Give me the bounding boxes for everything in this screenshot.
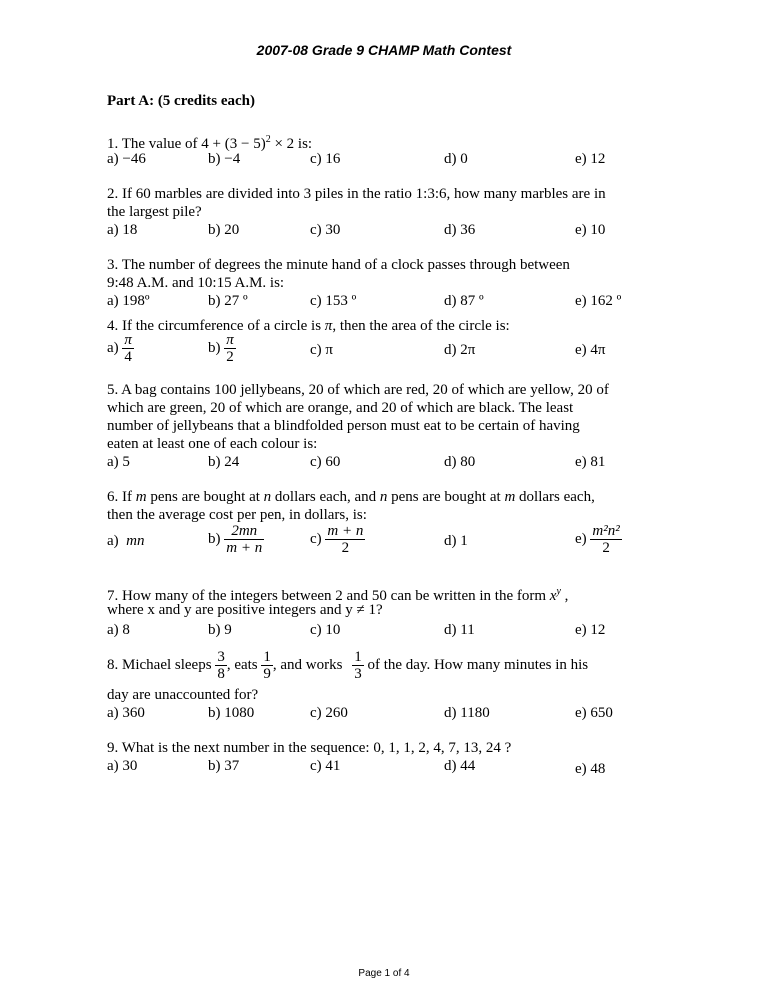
- q6-text-5: dollars each,: [515, 489, 595, 505]
- q4-option-e: e) 4π: [575, 342, 606, 358]
- q6-b-label: b): [208, 530, 221, 547]
- q9-option-d: d) 44: [444, 758, 476, 774]
- q6-text-1: 6. If: [107, 489, 136, 505]
- q3-option-b: b) 27 º: [208, 293, 248, 309]
- q8-fraction-work: [352, 649, 364, 682]
- question-2-line1: 2. If 60 marbles are divided into 3 piles in the ratio 1:3:6, how many marbles are in: [107, 186, 606, 202]
- q6-b-numerator: 2mn: [224, 523, 264, 540]
- q4-b-denominator: 2: [226, 349, 234, 365]
- q7-option-e: e) 12: [575, 622, 606, 638]
- q7-option-d: d) 11: [444, 622, 475, 638]
- q4-option-b: [208, 332, 236, 365]
- q8-option-e: e) 650: [575, 705, 613, 721]
- q3-option-a: a) 198º: [107, 293, 150, 309]
- question-2-line2: the largest pile?: [107, 204, 202, 220]
- q2-option-d: d) 36: [444, 222, 476, 238]
- q6-var-m2: m: [504, 489, 516, 505]
- q6-c-label: c): [310, 530, 322, 547]
- q8-option-d: d) 1180: [444, 705, 490, 721]
- q7-option-a: a) 8: [107, 622, 130, 638]
- q6-c-fraction: [325, 523, 365, 556]
- question-4-stem: [107, 317, 510, 335]
- q2-option-e: e) 10: [575, 222, 606, 238]
- q8-f3-num: 1: [354, 649, 362, 665]
- q8-f1-den: 8: [217, 666, 225, 682]
- part-a-heading: Part A: (5 credits each): [107, 93, 256, 109]
- q7-option-c: c) 10: [310, 622, 341, 638]
- q4-a-label: a): [107, 339, 119, 356]
- q1-option-a: a) −46: [107, 151, 146, 167]
- q4-pi: π: [324, 318, 333, 334]
- q6-var-m: m: [135, 489, 147, 505]
- question-3-line2: 9:48 A.M. and 10:15 A.M. is:: [107, 275, 285, 291]
- q6-text-4: pens are bought at: [387, 489, 505, 505]
- page-header: 2007-08 Grade 9 CHAMP Math Contest: [256, 42, 512, 58]
- q9-option-b: b) 37: [208, 758, 240, 774]
- q1-suffix: is:: [297, 136, 313, 152]
- question-5-line3: number of jellybeans that a blindfolded person must eat to be certain of having: [107, 418, 580, 434]
- q6-e-denominator: 2: [602, 540, 610, 556]
- q6-e-numerator: m²n²: [592, 523, 620, 539]
- q6-b-denominator: m + n: [226, 540, 263, 556]
- q8-option-b: b) 1080: [208, 705, 255, 721]
- question-3-line1: 3. The number of degrees the minute hand of a clock passes through between: [107, 257, 570, 273]
- q4-option-c: c) π: [310, 342, 333, 358]
- q8-f2-den: 9: [263, 666, 271, 682]
- q4-prefix: 4. If the circumference of a circle is: [107, 318, 322, 334]
- q8-text-1: 8. Michael sleeps: [107, 656, 212, 673]
- q8-f3-den: 3: [354, 666, 362, 682]
- question-5-line4: eaten at least one of each colour is:: [107, 436, 318, 452]
- q4-b-numerator: π: [226, 332, 234, 348]
- q6-option-b: [208, 523, 264, 556]
- q4-a-denominator: 4: [124, 349, 132, 365]
- question-6-line1: [107, 488, 595, 506]
- q8-fraction-eat: [261, 649, 273, 682]
- question-8-line2: day are unaccounted for?: [107, 687, 259, 703]
- q7-option-b: b) 9: [208, 622, 232, 638]
- q5-option-c: c) 60: [310, 454, 341, 470]
- q4-suffix: , then the area of the circle is:: [332, 318, 510, 334]
- q8-text-3: , and works: [272, 656, 343, 673]
- q4-a-numerator: π: [124, 332, 132, 348]
- q5-option-d: d) 80: [444, 454, 476, 470]
- question-6-line2: then the average cost per pen, in dollars, is:: [107, 507, 367, 523]
- q1-exponent: 2: [265, 134, 271, 145]
- q8-option-c: c) 260: [310, 705, 348, 721]
- q7-base: x: [549, 588, 557, 604]
- q1-option-b: b) −4: [208, 151, 241, 167]
- q1-expression: 4 + (3 − 5): [201, 136, 266, 152]
- q1-prefix: 1. The value of: [107, 136, 198, 152]
- question-5-line1: 5. A bag contains 100 jellybeans, 20 of which are red, 20 of which are yellow, 20 of: [107, 382, 609, 398]
- q6-e-fraction: [590, 523, 621, 556]
- q3-option-d: d) 87 º: [444, 293, 484, 309]
- q7-text-1: 7. How many of the integers between 2 and 50 can be written in the form: [107, 588, 550, 604]
- q4-option-d: d) 2π: [444, 342, 476, 358]
- q4-a-fraction: [122, 332, 134, 365]
- q3-option-e: e) 162 º: [575, 293, 622, 309]
- q1-option-e: e) 12: [575, 151, 606, 167]
- q8-fraction-sleep: [215, 649, 227, 682]
- q6-var-n: n: [263, 489, 272, 505]
- q8-f2-num: 1: [263, 649, 271, 665]
- q1-expression-tail: × 2: [270, 136, 295, 152]
- q1-option-d: d) 0: [444, 151, 468, 167]
- question-9-line1: 9. What is the next number in the sequence: 0, 1, 1, 2, 4, 7, 13, 24 ?: [107, 740, 512, 756]
- question-7-line2: where x and y are positive integers and y ≠ 1?: [107, 602, 383, 618]
- q9-option-a: a) 30: [107, 758, 138, 774]
- q1-option-c: c) 16: [310, 151, 341, 167]
- q8-text-4: of the day. How many minutes in his: [367, 656, 589, 673]
- q2-option-a: a) 18: [107, 222, 138, 238]
- q8-option-a: a) 360: [107, 705, 145, 721]
- q6-b-fraction: [224, 523, 264, 556]
- q8-text-2: , eats: [226, 656, 258, 673]
- q6-option-a: [107, 532, 145, 550]
- q4-option-a: [107, 332, 134, 365]
- q2-option-b: b) 20: [208, 222, 240, 238]
- q6-text-2: pens are bought at: [146, 489, 264, 505]
- q4-b-fraction: [224, 332, 236, 365]
- q6-option-c: [310, 523, 365, 556]
- page-footer: Page 1 of 4: [358, 968, 410, 979]
- q5-option-e: e) 81: [575, 454, 606, 470]
- q6-c-numerator: m + n: [327, 523, 364, 539]
- q2-option-c: c) 30: [310, 222, 341, 238]
- q6-e-label: e): [575, 530, 587, 547]
- q7-power: y: [556, 586, 561, 597]
- question-8-line1: [107, 649, 588, 682]
- q7-text-2: ,: [560, 588, 569, 604]
- q3-option-c: c) 153 º: [310, 293, 357, 309]
- q9-option-c: c) 41: [310, 758, 341, 774]
- q6-c-denominator: 2: [341, 540, 350, 556]
- q6-option-e: [575, 523, 622, 556]
- q6-option-d: d) 1: [444, 533, 468, 549]
- q6-a-label: a): [107, 533, 119, 549]
- q5-option-a: a) 5: [107, 454, 130, 470]
- q8-f1-num: 3: [217, 649, 225, 665]
- q6-a-value: mn: [126, 533, 145, 549]
- q6-var-n2: n: [379, 489, 388, 505]
- q4-b-label: b): [208, 339, 221, 356]
- q6-text-3: dollars each, and: [271, 489, 380, 505]
- q9-option-e: e) 48: [575, 761, 606, 777]
- q5-option-b: b) 24: [208, 454, 240, 470]
- question-5-line2: which are green, 20 of which are orange, and 20 of which are black. The least: [107, 400, 574, 416]
